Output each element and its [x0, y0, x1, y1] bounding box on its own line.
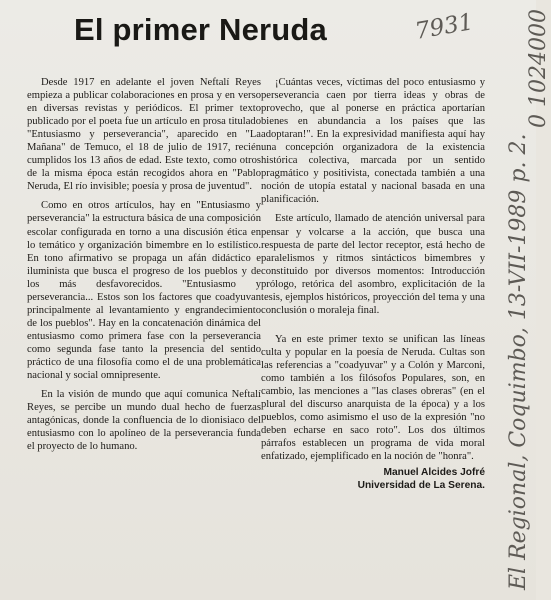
paragraph: Como en otros artículos, hay en "Entusiasmo y perseverancia" la estructura básica de una composición escolar configurada en torno a una discusión ética en lo temático y organización bimembre en lo estilístico. En tono afirmativo se propaga un afán didáctico e iluminista que busca el progreso de los pueblos y de los más desfavorecidos. "Entusiasmo y perseverancia... Estos son los factores que coadyuvan principalmente al levantamiento y engrandecimiento de los pueblos". Hay en la concatenación dinámica del entusiasmo como primera fase con la perseverancia como segunda fase tanto la presencia del sentido práctico de una filosofía como el de una problemática nacional y social omnipresente.: [27, 200, 261, 382]
article-title: El primer Neruda: [74, 12, 328, 47]
author-signature: [261, 467, 485, 492]
handwritten-id-number: 0 1024000: [526, 9, 551, 128]
paragraph: Ya en este primer texto se unifican las líneas culta y popular en la poesía de Neruda. Cultas son las referencias a "coadyuvar" y a Colón y Marconi, como también a los filósofos Populares, son, en cambio, las menciones a "las clases obreras" (en el plural del discurso anarquista de la época) y a los pueblos, como asimismo el uso de la expresión "no deben echarse en saco roto". Los dos últimos párrafos establecen un programa de vida moral enfatizado, ejemplificado en la noción de "honra".: [261, 333, 485, 463]
author-name: Manuel Alcides Jofré: [383, 467, 485, 479]
paragraph: En la visión de mundo que aquí comunica Neftalí Reyes, se percibe un mundo dual hecho de fuerzas antagónicas, donde la confluencia de lo dionisiaco del entusiasmo con lo apolíneo de la perseverancia funda el proyecto de lo humano.: [27, 389, 261, 453]
paragraph: Este artículo, llamado de atención universal para pensar y volcarse a la acción, que busca una respuesta de parte del lector receptor, está hecho de paralelismos y ritmos sintácticos bimembres y constituido por diversos momentos: Introducción prólogo, retórica del asombro, explicitación de la tesis, ejemplos históricos, proyección del tema y una conclusión o moraleja final.: [261, 213, 485, 316]
paragraph: Desde 1917 en adelante el joven Neftalí Reyes empieza a publicar colaboraciones en prosa y en verso en diversas revistas y periódicos. El primer texto publicado por el poeta fue un artículo en prosa titulado "Entusiasmo y perseverancia", aparecido en "La Mañana" de Temuco, el 18 de julio de 1917, recién cumplidos los 13 años de edad. Este texto, como otros de la misma época están recogidos ahora en "Pablo Neruda, El río invisible; poesía y prosa de juventud".: [27, 77, 261, 193]
author-affiliation: Universidad de La Serena.: [357, 479, 485, 491]
handwritten-source-note: El Regional, Coquimbo, 13-VII-1989 p. 2.: [506, 133, 531, 590]
paragraph: ¡Cuántas veces, víctimas del poco entusiasmo y perseverancia caen por tierra ideas y obras de provecho, que al ponerse en práctica aportarían bienes en abundancia a los países que las adoptaran!". En la expresividad manifiesta aquí hay una concepción organizadora de la existencia histórica colectiva, marcada por un sentido pragmático y positivista, conectada también a una noción de utopía estatal y nacional basada en una planificación.: [261, 77, 485, 206]
right-column: [261, 76, 485, 493]
handwritten-catalog-number: 7931: [413, 9, 476, 45]
left-column: [27, 76, 261, 453]
